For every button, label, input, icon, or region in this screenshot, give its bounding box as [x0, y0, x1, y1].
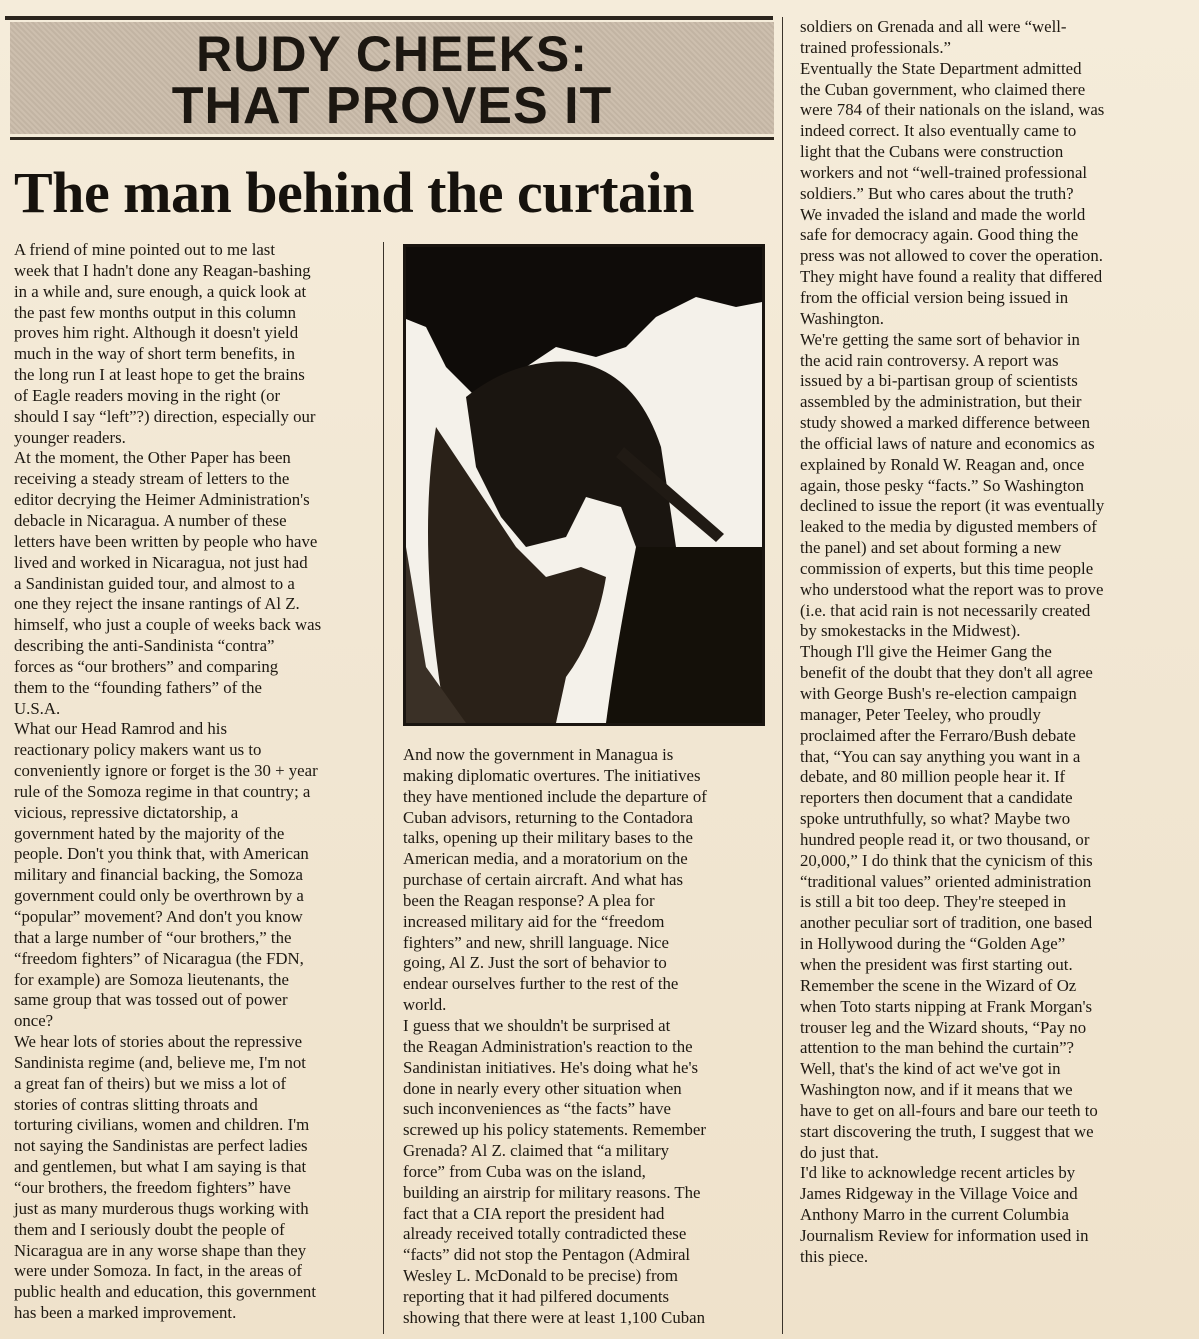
text-line: the official laws of nature and economics as — [800, 433, 1095, 453]
text-line: have to get on all-fours and bare our teeth to — [800, 1100, 1098, 1120]
text-line: people. Don't you think that, with American — [14, 844, 309, 864]
text-line: not saying the Sandinistas are perfect ladies — [14, 1136, 308, 1156]
column-divider-2 — [782, 17, 783, 1334]
text-line: when the president was first starting out. — [800, 954, 1073, 974]
text-line: soldiers on Grenada and all were “well- — [800, 17, 1067, 36]
article-photo — [403, 244, 765, 726]
text-line: hundred people read it, or two thousand, or — [800, 829, 1090, 849]
text-line: leaked to the media by digusted members of — [800, 517, 1097, 537]
text-line: reporters then document that a candidate — [800, 788, 1073, 808]
text-line: and gentlemen, but what I am saying is that — [14, 1157, 307, 1177]
photo-man-smoking-cigarette — [406, 247, 762, 723]
text-line: “traditional values” oriented administration — [800, 871, 1092, 891]
text-line: building an airstrip for military reasons. The — [403, 1182, 701, 1202]
text-line: the Reagan Administration's reaction to the — [403, 1036, 693, 1056]
text-line: Eventually the State Department admitted — [800, 58, 1082, 78]
text-line: them to the “founding fathers” of the — [14, 677, 262, 697]
text-line: U.S.A. — [14, 698, 61, 718]
text-line: Wesley L. McDonald to be precise) from — [403, 1266, 678, 1286]
text-line: force” from Cuba was on the island, — [403, 1161, 646, 1181]
text-line: lived and worked in Nicaragua, not just had — [14, 552, 308, 572]
text-line: James Ridgeway in the Village Voice and — [800, 1184, 1078, 1204]
text-line: “freedom fighters” of Nicaragua (the FDN, — [14, 948, 304, 968]
text-line: for example) are Somoza lieutenants, the — [14, 969, 289, 989]
text-line: debacle in Nicaragua. A number of these — [14, 510, 287, 530]
text-line: such inconveniences as “the facts” have — [403, 1099, 671, 1119]
text-line: “popular” movement? And don't you know — [14, 907, 303, 926]
text-line: We invaded the island and made the world — [800, 204, 1086, 224]
text-line: letters have been written by people who have — [14, 531, 318, 551]
text-line: conveniently ignore or forget is the 30 + year — [14, 761, 318, 781]
text-line: Grenada? Al Z. claimed that “a military — [403, 1141, 670, 1161]
text-line: same group that was tossed out of power — [14, 990, 288, 1010]
text-line: when Toto starts nipping at Frank Morgan's — [800, 996, 1093, 1016]
top-rule — [5, 16, 773, 20]
text-line: We hear lots of stories about the repressive — [14, 1032, 303, 1052]
text-line: They might have found a reality that differed — [800, 267, 1103, 287]
text-line: “our brothers, the freedom fighters” have — [14, 1177, 291, 1197]
text-line: the panel) and set about forming a new — [800, 538, 1062, 558]
text-line: American media, and a moratorium on the — [403, 849, 688, 869]
text-line: trained professionals.” — [800, 37, 951, 57]
text-line: spoke untruthfully, so what? Maybe two — [800, 809, 1071, 829]
text-line: going, Al Z. Just the sort of behavior to — [403, 953, 667, 973]
text-line: start discovering the truth, I suggest that we — [800, 1121, 1094, 1141]
column-banner — [10, 22, 774, 134]
text-line: 20,000,” I do think that the cynicism of this — [800, 850, 1093, 870]
text-line: attention to the man behind the curtain”? — [800, 1038, 1074, 1058]
text-line: reporting that it had pilfered documents — [403, 1286, 670, 1306]
article-column-1 — [14, 240, 380, 1324]
text-line: torturing civilians, women and children. I'm — [14, 1115, 310, 1135]
text-line: been the Reagan response? A plea for — [403, 890, 655, 910]
text-line: receiving a steady stream of letters to the — [14, 469, 290, 489]
text-line: What our Head Ramrod and his — [14, 719, 227, 739]
article-column-3 — [800, 17, 1170, 1268]
text-line: forces as “our brothers” and comparing — [14, 656, 279, 676]
text-line: military and financial backing, the Somoza — [14, 865, 303, 885]
article-column-2 — [403, 745, 773, 1329]
text-line: once? — [14, 1011, 54, 1031]
text-line: of Eagle readers moving in the right (or — [14, 385, 281, 405]
banner-line-1: RUDY CHEEKS: — [196, 26, 588, 82]
text-line: Sandinista regime (and, believe me, I'm not — [14, 1052, 306, 1072]
text-line: A friend of mine pointed out to me last — [14, 240, 275, 259]
text-line: who understood what the report was to prove — [800, 579, 1104, 599]
text-line: rule of the Somoza regime in that country; a — [14, 781, 311, 801]
text-line: editor decrying the Heimer Administration's — [14, 490, 310, 510]
text-line: again, those pesky “facts.” So Washington — [800, 475, 1085, 495]
text-line: done in nearly every other situation when — [403, 1078, 682, 1098]
text-line: light that the Cubans were construction — [800, 142, 1064, 162]
text-line: the acid rain controversy. A report was — [800, 350, 1059, 370]
text-line: one they reject the insane rantings of Al Z. — [14, 594, 300, 614]
text-line: And now the government in Managua is — [403, 745, 674, 764]
text-line: issued by a bi-partisan group of scientists — [800, 371, 1078, 391]
text-line: We're getting the same sort of behavior in — [800, 329, 1080, 349]
text-line: “facts” did not stop the Pentagon (Admiral — [403, 1245, 691, 1265]
text-line: much in the way of short term benefits, in — [14, 344, 296, 364]
text-line: increased military aid for the “freedom — [403, 911, 665, 931]
text-line: vicious, repressive dictatorship, a — [14, 802, 239, 822]
text-line: endear ourselves further to the rest of the — [403, 974, 679, 994]
text-line: with George Bush's re-election campaign — [800, 684, 1077, 703]
text-line: indeed correct. It also eventually came to — [800, 121, 1077, 141]
text-line: younger readers. — [14, 427, 126, 447]
text-line: trouser leg and the Wizard shouts, “Pay no — [800, 1017, 1087, 1037]
text-line: explained by Ronald W. Reagan and, once — [800, 454, 1085, 474]
text-line: assembled by the administration, but their — [800, 392, 1082, 412]
text-line: a great fan of theirs) but we miss a lot of — [14, 1073, 287, 1093]
text-line: that, “You can say anything you want in a — [800, 746, 1081, 766]
text-line: describing the anti-Sandinista “contra” — [14, 636, 275, 656]
column-divider-1 — [383, 242, 384, 1334]
text-line: purchase of certain aircraft. And what has — [403, 870, 684, 890]
text-line: just as many murderous thugs working with — [14, 1198, 309, 1218]
text-line: another peculiar sort of tradition, one based — [800, 913, 1093, 933]
text-line: already received totally contradicted these — [403, 1224, 687, 1244]
text-line: workers and not “well-trained professional — [800, 162, 1088, 182]
text-line: the long run I at least hope to get the brains — [14, 365, 305, 385]
text-line: safe for democracy again. Good thing the — [800, 225, 1079, 245]
text-line: government could only be overthrown by a — [14, 886, 304, 906]
text-line: proclaimed after the Ferraro/Bush debate — [800, 725, 1076, 745]
text-line: press was not allowed to cover the operation. — [800, 246, 1103, 266]
text-line: should I say “left”?) direction, especially our — [14, 406, 316, 426]
text-line: Though I'll give the Heimer Gang the — [800, 642, 1052, 662]
text-line: them and I seriously doubt the people of — [14, 1219, 285, 1239]
text-line: has been a marked improvement. — [14, 1303, 237, 1323]
text-line: by smokestacks in the Midwest). — [800, 621, 1021, 641]
text-line: Sandinistan initiatives. He's doing what he's — [403, 1057, 699, 1077]
text-line: Journalism Review for information used in — [800, 1225, 1089, 1245]
text-line: week that I hadn't done any Reagan-bashing — [14, 260, 311, 280]
text-line: study showed a marked difference between — [800, 413, 1090, 433]
article-headline: The man behind the curtain — [14, 160, 694, 225]
text-line: soldiers.” But who cares about the truth? — [800, 183, 1074, 203]
text-line: were under Somoza. In fact, in the areas of — [14, 1261, 302, 1281]
text-line: Well, that's the kind of act we've got in — [800, 1059, 1061, 1079]
text-line: Remember the scene in the Wizard of Oz — [800, 975, 1077, 995]
text-line: screwed up his policy statements. Remember — [403, 1120, 706, 1140]
text-line: they have mentioned include the departure of — [403, 786, 707, 806]
text-line: this piece. — [800, 1246, 869, 1266]
text-line: manager, Peter Teeley, who proudly — [800, 704, 1041, 724]
text-line: world. — [403, 995, 447, 1015]
text-line: in Hollywood during the “Golden Age” — [800, 934, 1066, 954]
text-line: stories of contras slitting throats and — [14, 1094, 258, 1114]
text-line: that a large number of “our brothers,” the — [14, 927, 292, 947]
text-line: talks, opening up their military bases to the — [403, 828, 693, 848]
text-line: himself, who just a couple of weeks back was — [14, 615, 322, 635]
text-line: were 784 of their nationals on the island, was — [800, 100, 1105, 120]
text-line: I'd like to acknowledge recent articles by — [800, 1163, 1076, 1183]
text-line: the past few months output in this column — [14, 302, 296, 322]
text-line: Washington. — [800, 308, 884, 328]
text-line: benefit of the doubt that they don't all agree — [800, 663, 1093, 683]
text-line: reactionary policy makers want us to — [14, 740, 262, 760]
text-line: do just that. — [800, 1142, 879, 1162]
text-line: Washington now, and if it means that we — [800, 1080, 1073, 1100]
banner-line-2: THAT PROVES IT — [171, 77, 613, 135]
text-line: declined to issue the report (it was eventually — [800, 496, 1105, 516]
text-line: Nicaragua are in any worse shape than they — [14, 1240, 307, 1260]
text-line: from the official version being issued in — [800, 287, 1069, 307]
text-line: Cuban advisors, returning to the Contadora — [403, 807, 693, 827]
text-line: I guess that we shouldn't be surprised at — [403, 1015, 671, 1035]
text-line: Anthony Marro in the current Columbia — [800, 1205, 1069, 1225]
text-line: fact that a CIA report the president had — [403, 1203, 665, 1223]
text-line: public health and education, this government — [14, 1282, 316, 1302]
text-line: government hated by the majority of the — [14, 823, 285, 843]
text-line: At the moment, the Other Paper has been — [14, 448, 291, 468]
banner-rule — [10, 137, 774, 140]
text-line: proves him right. Although it doesn't yield — [14, 323, 299, 343]
text-line: a Sandinistan guided tour, and almost to a — [14, 573, 295, 593]
text-line: is still a bit too deep. They're steeped in — [800, 892, 1067, 912]
text-line: showing that there were at least 1,100 Cuban — [403, 1307, 705, 1327]
text-line: debate, and 80 million people hear it. If — [800, 767, 1066, 787]
text-line: commission of experts, but this time people — [800, 558, 1094, 578]
text-line: the Cuban government, who claimed there — [800, 79, 1086, 99]
text-line: in a while and, sure enough, a quick look at — [14, 281, 307, 301]
text-line: fighters” and new, shrill language. Nice — [403, 932, 669, 952]
text-line: (i.e. that acid rain is not necessarily created — [800, 600, 1091, 620]
text-line: making diplomatic overtures. The initiatives — [403, 765, 701, 785]
